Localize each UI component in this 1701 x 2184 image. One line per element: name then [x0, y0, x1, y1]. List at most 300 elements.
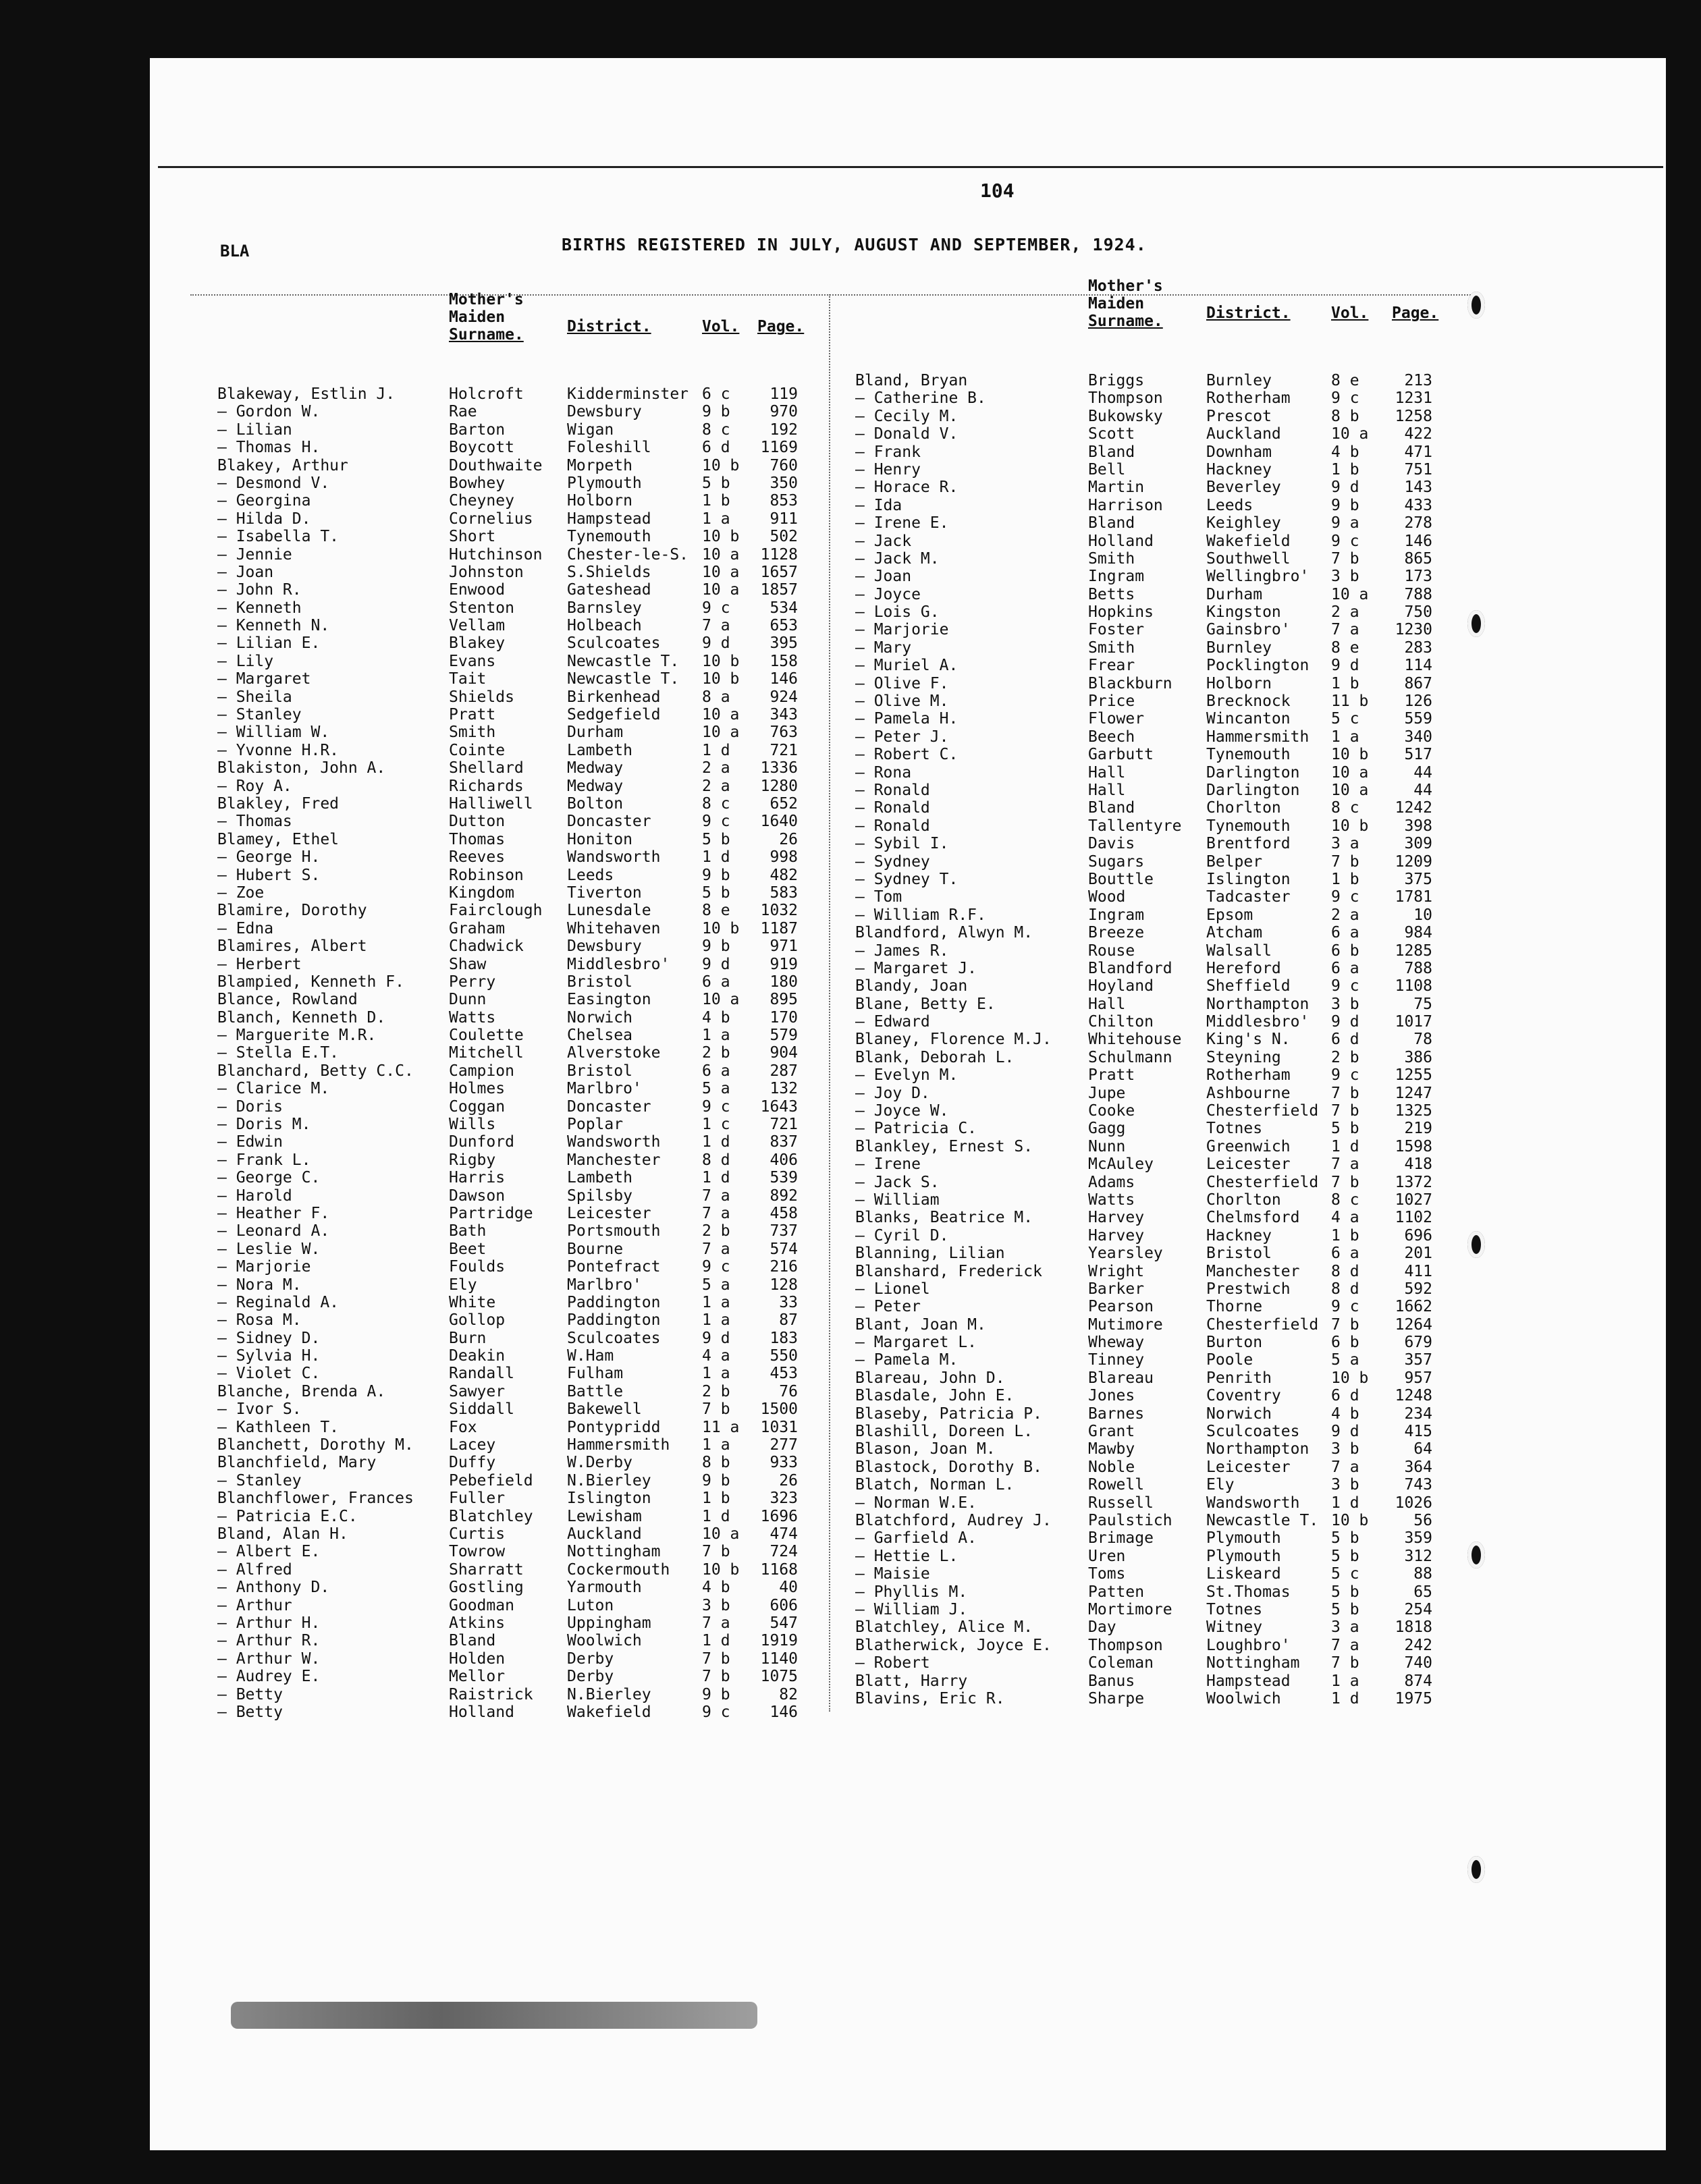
entry-maiden-surname: Shaw [449, 955, 487, 973]
entry-volume: 7 b [1331, 1102, 1359, 1120]
entry-page: 957 [1404, 1369, 1432, 1387]
entry-name: — Stanley [217, 1471, 302, 1490]
entry-volume: 9 c [1331, 389, 1359, 408]
entry-name: — Joan [855, 568, 912, 586]
entry-maiden-surname: Richards [449, 777, 524, 795]
entry-name: — Roy A. [217, 777, 292, 795]
entry-district: Wellingbro' [1206, 568, 1310, 586]
entry-name: Blanche, Brenda A. [217, 1382, 386, 1400]
entry-district: Tynemouth [1206, 746, 1291, 764]
entry-maiden-surname: Holland [449, 1703, 514, 1721]
entry-maiden-surname: Smith [1088, 638, 1135, 657]
entry-district: Prestwich [1206, 1280, 1291, 1298]
entry-name: — Garfield A. [855, 1529, 977, 1548]
entry-name: — Hilda D. [217, 510, 311, 528]
entry-district: Tadcaster [1206, 888, 1291, 906]
entry-name: Blatchford, Audrey J. [855, 1512, 1052, 1529]
entry-volume: 3 b [1331, 995, 1359, 1013]
entry-page: 933 [770, 1454, 798, 1472]
entry-maiden-surname: Tinney [1088, 1351, 1145, 1369]
entry-page: 1027 [1395, 1191, 1432, 1209]
entry-name: Blanchard, Betty C.C. [217, 1062, 414, 1080]
entry-volume: 1 b [1331, 674, 1359, 692]
entry-maiden-surname: Duffy [449, 1454, 496, 1472]
entry-district: Tiverton [567, 883, 642, 902]
entry-page: 865 [1404, 549, 1432, 568]
entry-page: 44 [1413, 781, 1432, 799]
entry-maiden-surname: Robinson [449, 866, 524, 884]
entry-page: 26 [779, 830, 798, 848]
register-page [150, 58, 1666, 2150]
entry-maiden-surname: Schulmann [1088, 1048, 1172, 1066]
entry-page: 652 [770, 794, 798, 813]
entry-maiden-surname: Bell [1088, 460, 1126, 479]
entry-maiden-surname: Tallentyre [1088, 817, 1182, 835]
entry-maiden-surname: Blakey [449, 634, 506, 653]
entry-volume: 3 a [1331, 835, 1359, 853]
entry-maiden-surname: Banus [1088, 1672, 1135, 1690]
entry-volume: 8 e [702, 902, 730, 920]
entry-page: 87 [779, 1311, 798, 1330]
entry-name: — Gordon W. [217, 403, 321, 421]
entry-name: — Marjorie [855, 621, 949, 639]
entry-page: 33 [779, 1293, 798, 1311]
entry-district: Auckland [1206, 425, 1281, 443]
entry-page: 539 [770, 1169, 798, 1187]
entry-volume: 9 c [1331, 977, 1359, 995]
entry-page: 653 [770, 617, 798, 635]
entry-name: — Doris M. [217, 1116, 311, 1134]
entry-page: 1247 [1395, 1084, 1432, 1102]
entry-district: Newcastle T. [567, 670, 680, 688]
entry-district: Woolwich [1206, 1689, 1281, 1708]
entry-maiden-surname: Harrison [1088, 496, 1163, 514]
entry-name: Blampied, Kenneth F. [217, 973, 404, 991]
entry-page: 278 [1404, 514, 1432, 533]
entry-name: — Edna [217, 919, 274, 937]
entry-page: 517 [1404, 746, 1432, 764]
entry-maiden-surname: Thompson [1088, 1636, 1163, 1654]
entry-maiden-surname: Hopkins [1088, 603, 1154, 622]
entry-maiden-surname: Mellor [449, 1668, 506, 1686]
entry-name: — Phyllis M. [855, 1583, 968, 1601]
entry-volume: 1 d [1331, 1137, 1359, 1155]
entry-volume: 10 a [702, 724, 740, 742]
entry-maiden-surname: Blareau [1088, 1369, 1154, 1387]
entry-district: Spilsby [567, 1186, 632, 1205]
entry-volume: 5 b [1331, 1120, 1359, 1138]
entry-name: — William J. [855, 1600, 968, 1618]
entry-page: 44 [1413, 763, 1432, 782]
entry-name: — Jack S. [855, 1173, 940, 1191]
entry-maiden-surname: Whitehouse [1088, 1031, 1182, 1049]
entry-name: Bland, Alan H. [217, 1525, 348, 1543]
entry-maiden-surname: Hall [1088, 763, 1126, 782]
entry-maiden-surname: Evans [449, 652, 496, 670]
entry-page: 359 [1404, 1529, 1432, 1548]
entry-name: — Rona [855, 763, 912, 782]
entry-page: 1102 [1395, 1209, 1432, 1227]
entry-name: Blakley, Fred [217, 794, 340, 813]
entry-maiden-surname: Pratt [1088, 1066, 1135, 1085]
entry-page: 56 [1413, 1512, 1432, 1529]
entry-maiden-surname: Harvey [1088, 1209, 1145, 1227]
entry-volume: 9 c [702, 813, 730, 831]
entry-volume: 7 a [1331, 1636, 1359, 1654]
entry-name: — George H. [217, 848, 321, 867]
entry-maiden-surname: Harvey [1088, 1226, 1145, 1245]
entry-name: — Robert [855, 1654, 930, 1672]
entry-volume: 7 b [702, 1543, 730, 1561]
entry-page: 411 [1404, 1262, 1432, 1280]
entry-name: — Jennie [217, 545, 292, 564]
entry-volume: 10 b [1331, 1369, 1369, 1387]
entry-district: Pocklington [1206, 657, 1310, 675]
entry-volume: 7 b [1331, 1654, 1359, 1672]
entry-page: 1169 [760, 439, 798, 457]
entry-page: 1662 [1395, 1298, 1432, 1316]
entry-volume: 1 b [1331, 460, 1359, 479]
entry-volume: 8 c [1331, 799, 1359, 817]
entry-maiden-surname: Hutchinson [449, 545, 543, 564]
entry-name: — Jack M. [855, 549, 940, 568]
entry-maiden-surname: Mortimore [1088, 1600, 1172, 1618]
entry-district: King's N. [1206, 1031, 1291, 1049]
entry-name: Blane, Betty E. [855, 995, 996, 1013]
entry-name: Blatt, Harry [855, 1672, 968, 1690]
entry-page: 788 [1404, 959, 1432, 977]
entry-page: 422 [1404, 425, 1432, 443]
entry-maiden-surname: Paulstich [1088, 1512, 1172, 1529]
entry-page: 751 [1404, 460, 1432, 479]
entry-page: 375 [1404, 870, 1432, 888]
entry-district: Portsmouth [567, 1222, 661, 1240]
entry-volume: 9 d [702, 955, 730, 973]
entry-name: — Arthur [217, 1596, 292, 1614]
entry-maiden-surname: Vellam [449, 617, 506, 635]
entry-maiden-surname: Tait [449, 670, 487, 688]
entry-volume: 1 b [1331, 870, 1359, 888]
entry-page: 924 [770, 688, 798, 706]
entry-page: 606 [770, 1596, 798, 1614]
entry-district: Downham [1206, 443, 1272, 461]
entry-maiden-surname: Patten [1088, 1583, 1145, 1601]
entry-page: 998 [770, 848, 798, 867]
entry-district: Northampton [1206, 1440, 1310, 1458]
entry-name: — Ronald [855, 799, 930, 817]
entry-district: Penrith [1206, 1369, 1272, 1387]
entry-name: — John R. [217, 581, 302, 599]
entry-maiden-surname: Goodman [449, 1596, 514, 1614]
entry-page: 1255 [1395, 1066, 1432, 1085]
entry-name: — Joyce [855, 585, 921, 603]
entry-district: Honiton [567, 830, 632, 848]
entry-maiden-surname: Mitchell [449, 1044, 524, 1062]
entry-page: 853 [770, 492, 798, 510]
entry-name: — Yvonne H.R. [217, 741, 340, 759]
entry-maiden-surname: Curtis [449, 1525, 506, 1543]
entry-maiden-surname: Kingdom [449, 883, 514, 902]
entry-page: 213 [1404, 372, 1432, 389]
entry-name: — Kathleen T. [217, 1418, 340, 1436]
entry-district: Norwich [1206, 1404, 1272, 1423]
entry-maiden-surname: Bouttle [1088, 870, 1154, 888]
entry-maiden-surname: Rowell [1088, 1476, 1145, 1494]
entry-maiden-surname: Cheyney [449, 492, 514, 510]
entry-district: Dewsbury [567, 937, 642, 956]
entry-district: Morpeth [567, 456, 632, 474]
entry-volume: 7 a [702, 1240, 730, 1258]
entry-district: Doncaster [567, 1097, 651, 1116]
entry-name: — Sheila [217, 688, 292, 706]
entry-volume: 8 c [702, 420, 730, 439]
entry-name: — Arthur W. [217, 1649, 321, 1668]
entry-volume: 6 a [702, 973, 730, 991]
entry-name: — Joan [217, 563, 274, 581]
entry-name: — Patricia C. [855, 1120, 977, 1138]
entry-district: Coventry [1206, 1387, 1281, 1405]
entry-volume: 2 b [702, 1222, 730, 1240]
entry-page: 146 [1404, 532, 1432, 550]
entry-district: Walsall [1206, 941, 1272, 960]
entry-page: 1280 [760, 777, 798, 795]
punch-hole [1467, 610, 1485, 637]
entry-district: Pontefract [567, 1258, 661, 1276]
entry-page: 743 [1404, 1476, 1432, 1494]
entry-name: — Joy D. [855, 1084, 930, 1102]
entry-page: 343 [770, 706, 798, 724]
entry-volume: 10 a [1331, 763, 1369, 782]
entry-maiden-surname: Burn [449, 1329, 487, 1347]
entry-district: Greenwich [1206, 1137, 1291, 1155]
entry-district: Chelmsford [1206, 1209, 1300, 1227]
entry-maiden-surname: Smith [1088, 549, 1135, 568]
entry-name: Blaseby, Patricia P. [855, 1404, 1042, 1423]
entry-page: 1372 [1395, 1173, 1432, 1191]
entry-maiden-surname: Shellard [449, 759, 524, 777]
entry-maiden-surname: Siddall [449, 1400, 514, 1419]
entry-district: W.Ham [567, 1347, 614, 1365]
entry-name: — Ronald [855, 781, 930, 799]
entry-page: 1598 [1395, 1137, 1432, 1155]
entry-volume: 7 a [1331, 1458, 1359, 1476]
entry-district: Wandsworth [567, 848, 661, 867]
entry-district: Hackney [1206, 1226, 1272, 1245]
entry-name: — Stella E.T. [217, 1044, 340, 1062]
entry-maiden-surname: Foster [1088, 621, 1145, 639]
entry-maiden-surname: Bukowsky [1088, 407, 1163, 425]
entry-page: 788 [1404, 585, 1432, 603]
entry-name: Blasdale, John E. [855, 1387, 1015, 1405]
entry-name: — Marguerite M.R. [217, 1027, 377, 1045]
entry-volume: 7 b [1331, 1173, 1359, 1191]
entry-district: Hampstead [1206, 1672, 1291, 1690]
entry-name: — Pamela H. [855, 710, 959, 728]
entry-district: Poole [1206, 1351, 1253, 1369]
entry-district: Birkenhead [567, 688, 661, 706]
entry-volume: 8 e [1331, 372, 1359, 389]
entry-district: Easington [567, 991, 651, 1009]
entry-name: Blason, Joan M. [855, 1440, 996, 1458]
entry-name: — Isabella T. [217, 528, 340, 546]
entry-page: 418 [1404, 1155, 1432, 1174]
entry-volume: 5 b [1331, 1529, 1359, 1548]
entry-maiden-surname: Toms [1088, 1565, 1126, 1583]
entry-name: — Ronald [855, 817, 930, 835]
maiden-header-line1: Mother's [1088, 277, 1163, 295]
maiden-header-line2: Maiden [449, 308, 506, 326]
entry-district: Chelsea [567, 1027, 632, 1045]
entry-district: Chester-le-S. [567, 545, 689, 564]
entry-district: Nottingham [567, 1543, 661, 1561]
entry-district: Ashbourne [1206, 1084, 1291, 1102]
entry-page: 406 [770, 1151, 798, 1169]
entry-district: Bourne [567, 1240, 624, 1258]
entry-name: Blank, Deborah L. [855, 1048, 1015, 1066]
entry-name: — Robert C. [855, 746, 959, 764]
entry-page: 143 [1404, 479, 1432, 497]
entry-maiden-surname: Pearson [1088, 1298, 1154, 1316]
entry-page: 696 [1404, 1226, 1432, 1245]
entry-page: 453 [770, 1365, 798, 1383]
entry-page: 415 [1404, 1423, 1432, 1441]
entry-page: 173 [1404, 568, 1432, 586]
entry-name: — Thomas H. [217, 439, 321, 457]
entry-name: — Edwin [217, 1133, 283, 1151]
entry-maiden-surname: Martin [1088, 479, 1145, 497]
entry-name: — James R. [855, 941, 949, 960]
entry-page: 114 [1404, 657, 1432, 675]
entry-maiden-surname: Barnes [1088, 1404, 1145, 1423]
entry-district: Liskeard [1206, 1565, 1281, 1583]
entry-volume: 10 b [702, 456, 740, 474]
entry-page: 1031 [760, 1418, 798, 1436]
entry-volume: 10 a [702, 991, 740, 1009]
entry-page: 88 [1413, 1565, 1432, 1583]
entry-name: — Ida [855, 496, 902, 514]
entry-name: — Evelyn M. [855, 1066, 959, 1085]
entry-page: 559 [1404, 710, 1432, 728]
entry-volume: 9 c [1331, 532, 1359, 550]
entry-district: Tynemouth [1206, 817, 1291, 835]
entry-page: 1242 [1395, 799, 1432, 817]
entry-district: Kidderminster [567, 385, 689, 403]
entry-maiden-surname: Uren [1088, 1547, 1126, 1565]
entry-district: Sheffield [1206, 977, 1291, 995]
entry-page: 242 [1404, 1636, 1432, 1654]
entry-volume: 6 d [1331, 1387, 1359, 1405]
vol-header: Vol. [702, 318, 740, 335]
punch-hole [1467, 1856, 1485, 1883]
entry-maiden-surname: Bowhey [449, 474, 506, 492]
entry-page: 592 [1404, 1280, 1432, 1298]
entry-maiden-surname: Blandford [1088, 959, 1172, 977]
entry-volume: 10 a [702, 581, 740, 599]
entry-name: Blanshard, Frederick [855, 1262, 1042, 1280]
entry-maiden-surname: Fox [449, 1418, 477, 1436]
entry-page: 183 [770, 1329, 798, 1347]
entry-name: — Sydney T. [855, 870, 959, 888]
entry-district: Wincanton [1206, 710, 1291, 728]
entry-volume: 9 b [702, 937, 730, 956]
entry-district: Belper [1206, 852, 1263, 871]
entry-name: — George C. [217, 1169, 321, 1187]
entry-volume: 3 a [1331, 1618, 1359, 1637]
entry-name: — Pamela M. [855, 1351, 959, 1369]
entry-maiden-surname: Bland [449, 1632, 496, 1650]
entry-volume: 7 b [1331, 1084, 1359, 1102]
entry-maiden-surname: Mawby [1088, 1440, 1135, 1458]
entry-page: 398 [1404, 817, 1432, 835]
entry-maiden-surname: Holland [1088, 532, 1154, 550]
entry-maiden-surname: Coggan [449, 1097, 506, 1116]
entry-district: Poplar [567, 1116, 624, 1134]
entry-name: Blanch, Kenneth D. [217, 1008, 386, 1027]
entry-volume: 9 a [1331, 514, 1359, 533]
entry-page: 892 [770, 1186, 798, 1205]
entry-district: Burton [1206, 1334, 1263, 1352]
entry-volume: 10 a [702, 545, 740, 564]
entry-volume: 1 c [702, 1116, 730, 1134]
entry-volume: 1 b [702, 492, 730, 510]
entry-volume: 10 b [1331, 1512, 1369, 1529]
entry-volume: 10 b [702, 1560, 740, 1579]
entry-name: — Sylvia H. [217, 1347, 321, 1365]
entry-maiden-surname: Holmes [449, 1080, 506, 1098]
entry-page: 760 [770, 456, 798, 474]
entry-maiden-surname: Adams [1088, 1173, 1135, 1191]
entry-district: Lambeth [567, 1169, 632, 1187]
entry-volume: 9 b [702, 1685, 730, 1703]
entry-page: 919 [770, 955, 798, 973]
entry-maiden-surname: Sawyer [449, 1382, 506, 1400]
entry-district: Prescot [1206, 407, 1272, 425]
entry-page: 119 [770, 385, 798, 403]
entry-name: Blamire, Dorothy [217, 902, 367, 920]
entry-district: Northampton [1206, 995, 1310, 1013]
entry-volume: 8 b [702, 1454, 730, 1472]
entry-maiden-surname: Ely [449, 1276, 477, 1294]
entry-maiden-surname: Bland [1088, 799, 1135, 817]
entry-volume: 1 a [702, 510, 730, 528]
entry-page: 65 [1413, 1583, 1432, 1601]
entry-maiden-surname: Ingram [1088, 568, 1145, 586]
entry-volume: 7 a [1331, 1155, 1359, 1174]
entry-district: Keighley [1206, 514, 1281, 533]
entry-district: Loughbro' [1206, 1636, 1291, 1654]
entry-volume: 10 a [1331, 585, 1369, 603]
entry-volume: 5 b [702, 883, 730, 902]
entry-page: 1075 [760, 1668, 798, 1686]
entry-page: 146 [770, 670, 798, 688]
entry-volume: 1 d [702, 848, 730, 867]
entry-name: — Clarice M. [217, 1080, 330, 1098]
entry-volume: 1 b [702, 1490, 730, 1508]
entry-page: 904 [770, 1044, 798, 1062]
entry-maiden-surname: Foulds [449, 1258, 506, 1276]
entry-volume: 1 a [702, 1311, 730, 1330]
entry-maiden-surname: White [449, 1293, 496, 1311]
entry-name: — Stanley [217, 706, 302, 724]
entry-name: Blatherwick, Joyce E. [855, 1636, 1052, 1654]
entry-name: — Margaret [217, 670, 311, 688]
entry-maiden-surname: Towrow [449, 1543, 506, 1561]
entry-volume: 5 b [1331, 1547, 1359, 1565]
entry-volume: 6 d [702, 439, 730, 457]
entry-district: Sculcoates [567, 634, 661, 653]
entry-name: — Thomas [217, 813, 292, 831]
entry-district: Pontypridd [567, 1418, 661, 1436]
